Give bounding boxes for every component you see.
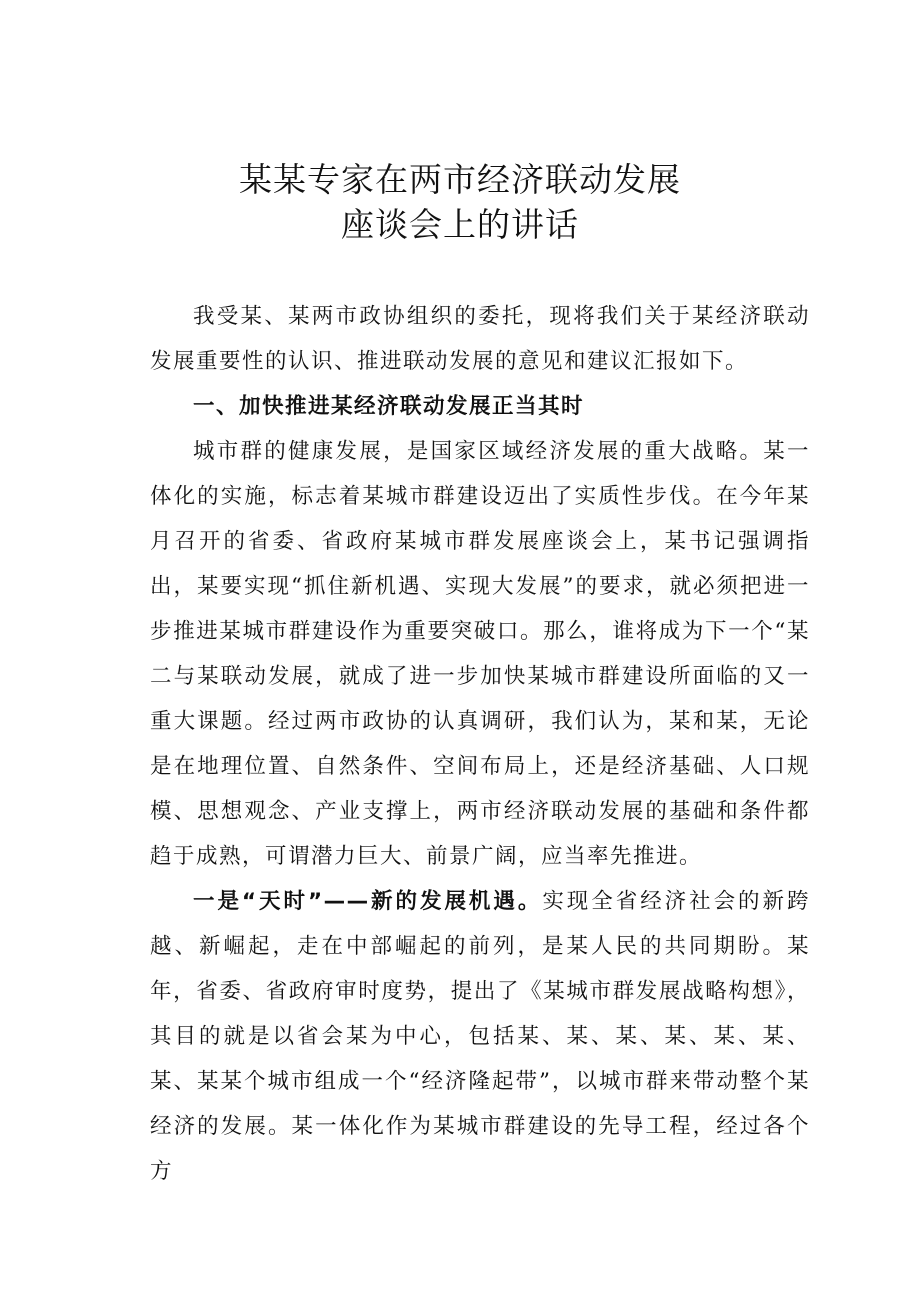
- section-heading: 一、加快推进某经济联动发展正当其时: [193, 394, 585, 419]
- body-paragraph: 城市群的健康发展，是国家区域经济发展的重大战略。某一体化的实施，标志着某城市群建设迈出了实质性步伐。在今年某月召开的省委、省政府某城市群发展座谈会上，某书记强调指出，某要实现“抓住新机遇、实现大发展”的要求，就必须把进一步推进某城市群建设作为重要突破口。那么，谁将成为下一个“某二与某联动发展，就成了进一步加快某城市群建设所面临的又一重大课题。经过两市政协的认真调研，我们认为，某和某，无论是在地理位置、自然条件、空间布局上，还是经济基础、人口规模、思想观念、产业支撑上，两市经济联动发展的基础和条件都趋于成熟，可谓潜力巨大、前景广阔，应当率先推进。: [150, 439, 810, 869]
- paragraph-text: 实现全省经济社会的新跨越、新崛起，走在中部崛起的前列，是某人民的共同期盼。某年，省委、省政府审时度势，提出了《某城市群发展战略构想》，其目的就是以省会某为中心，包括某、某、某、某、某、某、某、某某个城市组成一个“经济隆起带”，以城市群来带动整个某经济的发展。某一体化作为某城市群建设的先导工程，经过各个方: [150, 889, 810, 1184]
- paragraph-lead-bold: 一是“天时”——新的发展机遇。: [193, 889, 543, 914]
- body-paragraph-with-lead: [150, 879, 810, 1194]
- document-body: [150, 294, 810, 1194]
- document-title-line-1: 某某专家在两市经济联动发展: [239, 160, 681, 199]
- document-title-line-2: 座谈会上的讲话: [341, 205, 579, 244]
- intro-paragraph: 我受某、某两市政协组织的委托，现将我们关于某经济联动发展重要性的认识、推进联动发展的意见和建议汇报如下。: [150, 304, 810, 374]
